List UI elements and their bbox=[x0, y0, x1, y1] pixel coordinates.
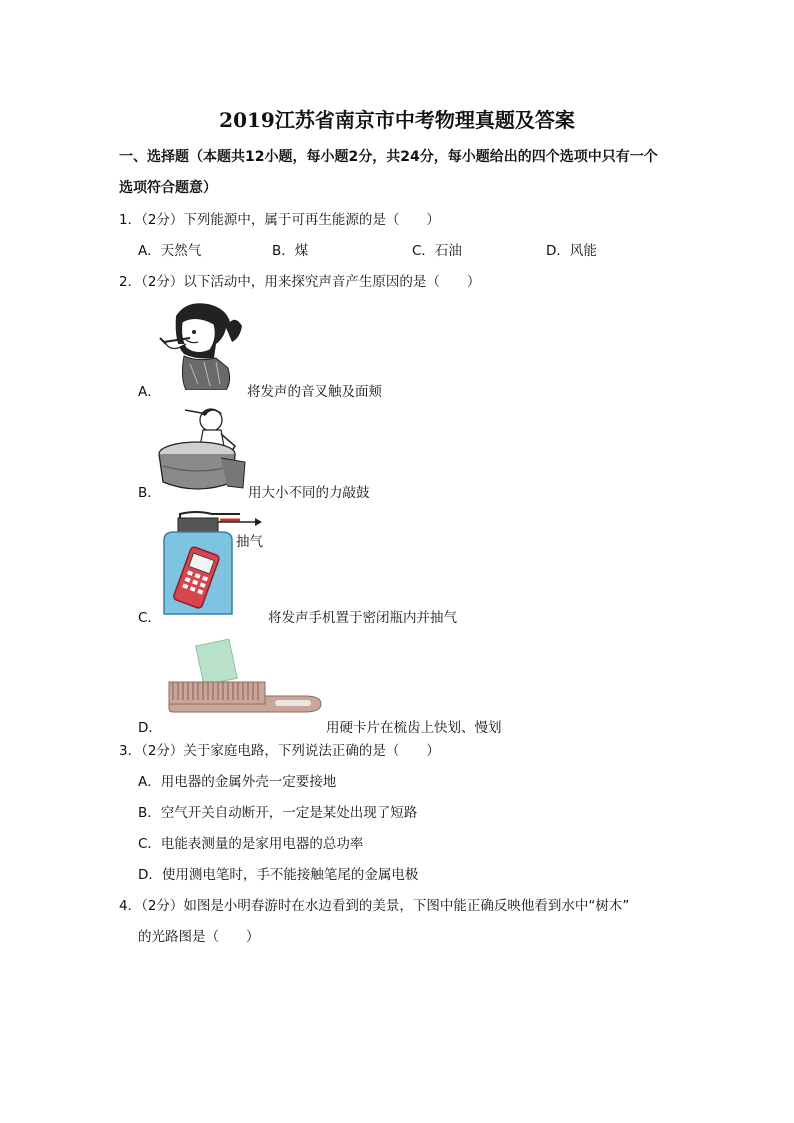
q3-option-d: D．使用测电笔时，手不能接触笔尾的金属电极 bbox=[138, 867, 419, 883]
comb-card-figure bbox=[165, 638, 325, 718]
q2-option-c-text: 将发声手机置于密闭瓶内并抽气 bbox=[268, 610, 457, 626]
q2-option-c-letter: C． bbox=[138, 610, 161, 626]
q2-option-d-text: 用硬卡片在梳齿上快划、慢划 bbox=[326, 720, 502, 736]
section-heading-line1: 一、选择题（本题共12小题，每小题2分，共24分，每小题给出的四个选项中只有一个 bbox=[119, 149, 658, 165]
q1-option-d: D．风能 bbox=[546, 243, 597, 259]
q2-option-a-text: 将发声的音叉触及面颊 bbox=[247, 384, 382, 400]
q1-option-b: B．煤 bbox=[272, 243, 309, 259]
q2-option-b-text: 用大小不同的力敲鼓 bbox=[248, 485, 370, 501]
q2-option-c-figure-label: 抽气 bbox=[236, 534, 263, 550]
q1-option-c: C．石油 bbox=[412, 243, 462, 259]
drum-figure bbox=[155, 404, 248, 496]
page-title: 2019江苏省南京市中考物理真题及答案 bbox=[219, 108, 575, 132]
q1-stem: 1．（2分）下列能源中，属于可再生能源的是（ ） bbox=[119, 212, 440, 228]
q2-stem: 2．（2分）以下活动中，用来探究声音产生原因的是（ ） bbox=[119, 274, 481, 290]
q2-option-b-letter: B． bbox=[138, 485, 161, 501]
section-heading-line2: 选项符合题意） bbox=[119, 180, 217, 196]
phone-bottle-figure bbox=[160, 510, 270, 618]
q3-option-b: B．空气开关自动断开，一定是某处出现了短路 bbox=[138, 805, 418, 821]
q2-option-a-letter: A． bbox=[138, 384, 161, 400]
q3-option-c: C．电能表测量的是家用电器的总功率 bbox=[138, 836, 364, 852]
q4-stem-line1: 4．（2分）如图是小明春游时在水边看到的美景，下图中能正确反映他看到水中“树木” bbox=[119, 898, 630, 914]
girl-tuning-fork-figure bbox=[156, 298, 246, 390]
q3-stem: 3．（2分）关于家庭电路，下列说法正确的是（ ） bbox=[119, 743, 440, 759]
q3-option-a: A．用电器的金属外壳一定要接地 bbox=[138, 774, 337, 790]
q1-option-a: A．天然气 bbox=[138, 243, 202, 259]
q4-stem-line2: 的光路图是（ ） bbox=[138, 929, 260, 945]
q2-option-d-letter: D． bbox=[138, 720, 162, 736]
